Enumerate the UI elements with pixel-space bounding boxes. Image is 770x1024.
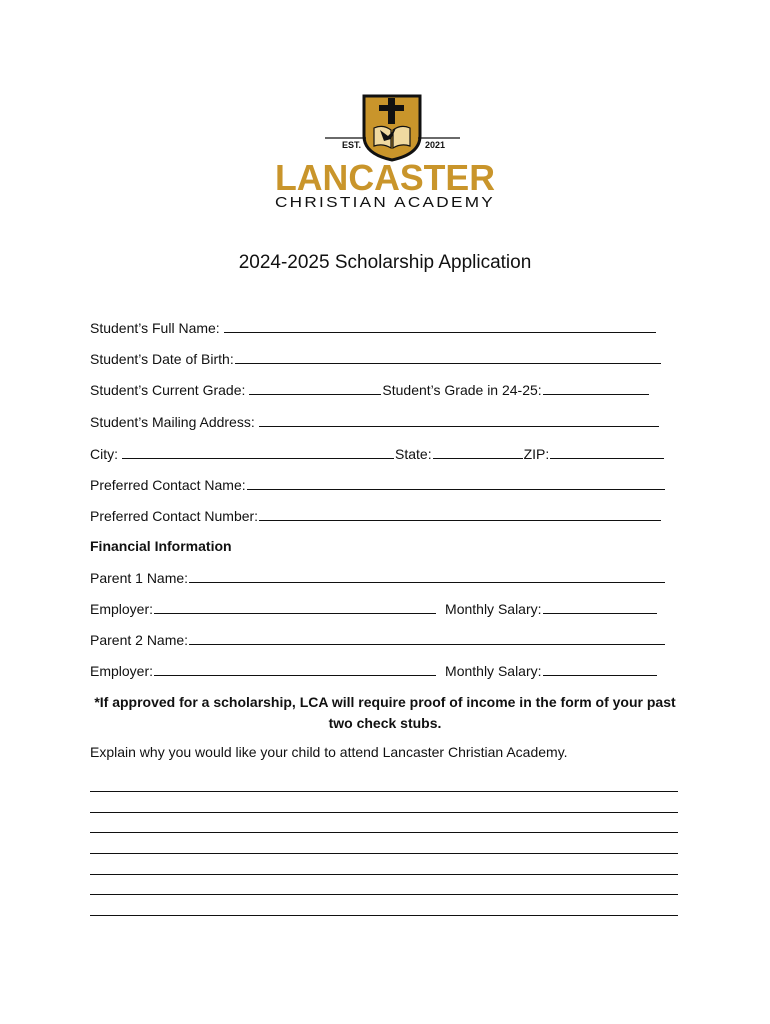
dob-field[interactable] xyxy=(235,350,661,364)
essay-line[interactable] xyxy=(90,832,678,833)
logo-year: 2021 xyxy=(425,140,446,150)
income-proof-note: *If approved for a scholarship, LCA will require proof of income in the form of your past two check stubs. xyxy=(94,694,676,731)
logo-est: EST. xyxy=(342,140,362,150)
employer1-row xyxy=(90,599,658,617)
mailing-label: Student’s Mailing Address: xyxy=(90,414,255,430)
parent2-label: Parent 2 Name: xyxy=(90,632,189,648)
contact-number-field[interactable] xyxy=(259,507,661,521)
essay-prompt: Explain why you would like your child to attend Lancaster Christian Academy. xyxy=(90,744,568,760)
employer1-field[interactable] xyxy=(154,600,436,614)
parent2-row xyxy=(90,630,666,648)
state-field[interactable] xyxy=(433,445,523,459)
employer2-label: Employer: xyxy=(90,663,154,679)
current-grade-label: Student’s Current Grade: xyxy=(90,382,246,398)
grade-2425-label: Student’s Grade in 24-25: xyxy=(382,382,542,398)
financial-heading: Financial Information xyxy=(90,538,232,554)
city-label: City: xyxy=(90,446,118,462)
essay-line[interactable] xyxy=(90,874,678,875)
current-grade-field[interactable] xyxy=(249,381,381,395)
essay-line[interactable] xyxy=(90,812,678,813)
employer2-field[interactable] xyxy=(154,662,436,676)
essay-line[interactable] xyxy=(90,853,678,854)
contact-number-row xyxy=(90,506,662,524)
city-field[interactable] xyxy=(122,445,394,459)
logo-name: LANCASTER xyxy=(275,157,495,198)
contact-number-label: Preferred Contact Number: xyxy=(90,508,259,524)
zip-field[interactable] xyxy=(550,445,664,459)
contact-name-row xyxy=(90,475,666,493)
parent2-field[interactable] xyxy=(189,631,665,645)
contact-name-label: Preferred Contact Name: xyxy=(90,477,246,493)
state-label: State: xyxy=(395,446,432,462)
logo-subtitle: CHRISTIAN ACADEMY xyxy=(275,194,495,210)
logo-graphic xyxy=(270,92,500,210)
parent1-row xyxy=(90,568,666,586)
page-title: 2024-2025 Scholarship Application xyxy=(238,252,532,273)
salary2-label: Monthly Salary: xyxy=(445,663,542,679)
parent1-label: Parent 1 Name: xyxy=(90,570,189,586)
full-name-label: Student’s Full Name: xyxy=(90,320,220,336)
full-name-row xyxy=(90,318,657,336)
grade-row xyxy=(90,380,650,398)
zip-label: ZIP: xyxy=(523,446,550,462)
salary1-label: Monthly Salary: xyxy=(445,601,542,617)
mailing-field[interactable] xyxy=(259,413,659,427)
employer2-row xyxy=(90,661,658,679)
dob-label: Student’s Date of Birth: xyxy=(90,351,234,367)
city-row xyxy=(90,444,665,462)
contact-name-field[interactable] xyxy=(247,476,665,490)
employer1-label: Employer: xyxy=(90,601,154,617)
dob-row xyxy=(90,349,662,367)
mailing-row xyxy=(90,412,660,430)
salary1-field[interactable] xyxy=(543,600,657,614)
essay-line[interactable] xyxy=(90,894,678,895)
full-name-field[interactable] xyxy=(224,319,656,333)
parent1-field[interactable] xyxy=(189,569,665,583)
school-logo xyxy=(270,92,500,210)
essay-line[interactable] xyxy=(90,791,678,792)
salary2-field[interactable] xyxy=(543,662,657,676)
essay-line[interactable] xyxy=(90,915,678,916)
grade-2425-field[interactable] xyxy=(543,381,649,395)
